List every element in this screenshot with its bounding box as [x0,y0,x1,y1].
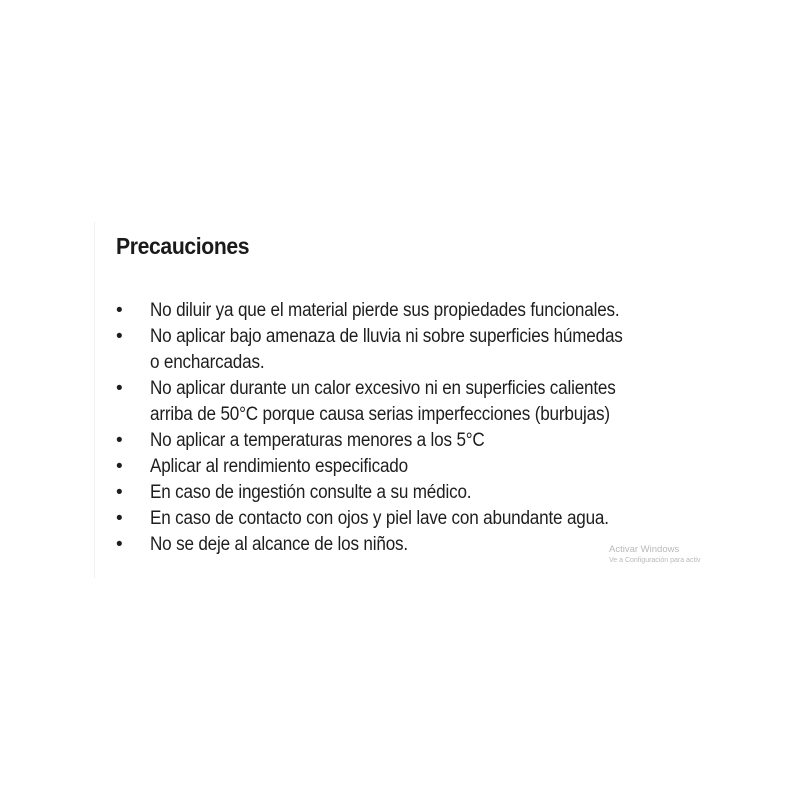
watermark-title: Activar Windows [609,544,680,555]
bullet-icon: • [116,534,123,555]
list-item-text: No aplicar a temperaturas menores a los 5°C [150,430,485,451]
bullet-icon: • [116,300,123,321]
list-item [116,480,736,506]
bullet-icon: • [116,378,123,399]
list-item [116,324,736,376]
list-item [116,506,736,532]
precautions-list [116,298,736,558]
list-item [116,298,736,324]
watermark-subtitle: Ve a Configuración para activ [609,557,701,564]
bullet-icon: • [116,326,123,347]
list-item [116,428,736,454]
list-item-text-continued: o encharcadas. [150,352,265,373]
list-item [116,376,736,428]
list-item-text: No diluir ya que el material pierde sus propiedades funcionales. [150,300,620,321]
bullet-icon: • [116,456,123,477]
bullet-icon: • [116,430,123,451]
list-item-text: No se deje al alcance de los niños. [150,534,408,555]
list-item-text: No aplicar bajo amenaza de lluvia ni sobre superficies húmedas [150,326,623,347]
list-item [116,454,736,480]
section-title: Precauciones [116,233,250,259]
bullet-icon: • [116,482,123,503]
list-item-text: No aplicar durante un calor excesivo ni en superficies calientes [150,378,616,399]
page-edge-divider [94,222,95,578]
list-item-text-continued: arriba de 50°C porque causa serias imperfecciones (burbujas) [150,404,610,425]
list-item-text: En caso de contacto con ojos y piel lave con abundante agua. [150,508,609,529]
list-item-text: En caso de ingestión consulte a su médico. [150,482,472,503]
list-item-text: Aplicar al rendimiento especificado [150,456,408,477]
bullet-icon: • [116,508,123,529]
activation-watermark [609,544,700,566]
